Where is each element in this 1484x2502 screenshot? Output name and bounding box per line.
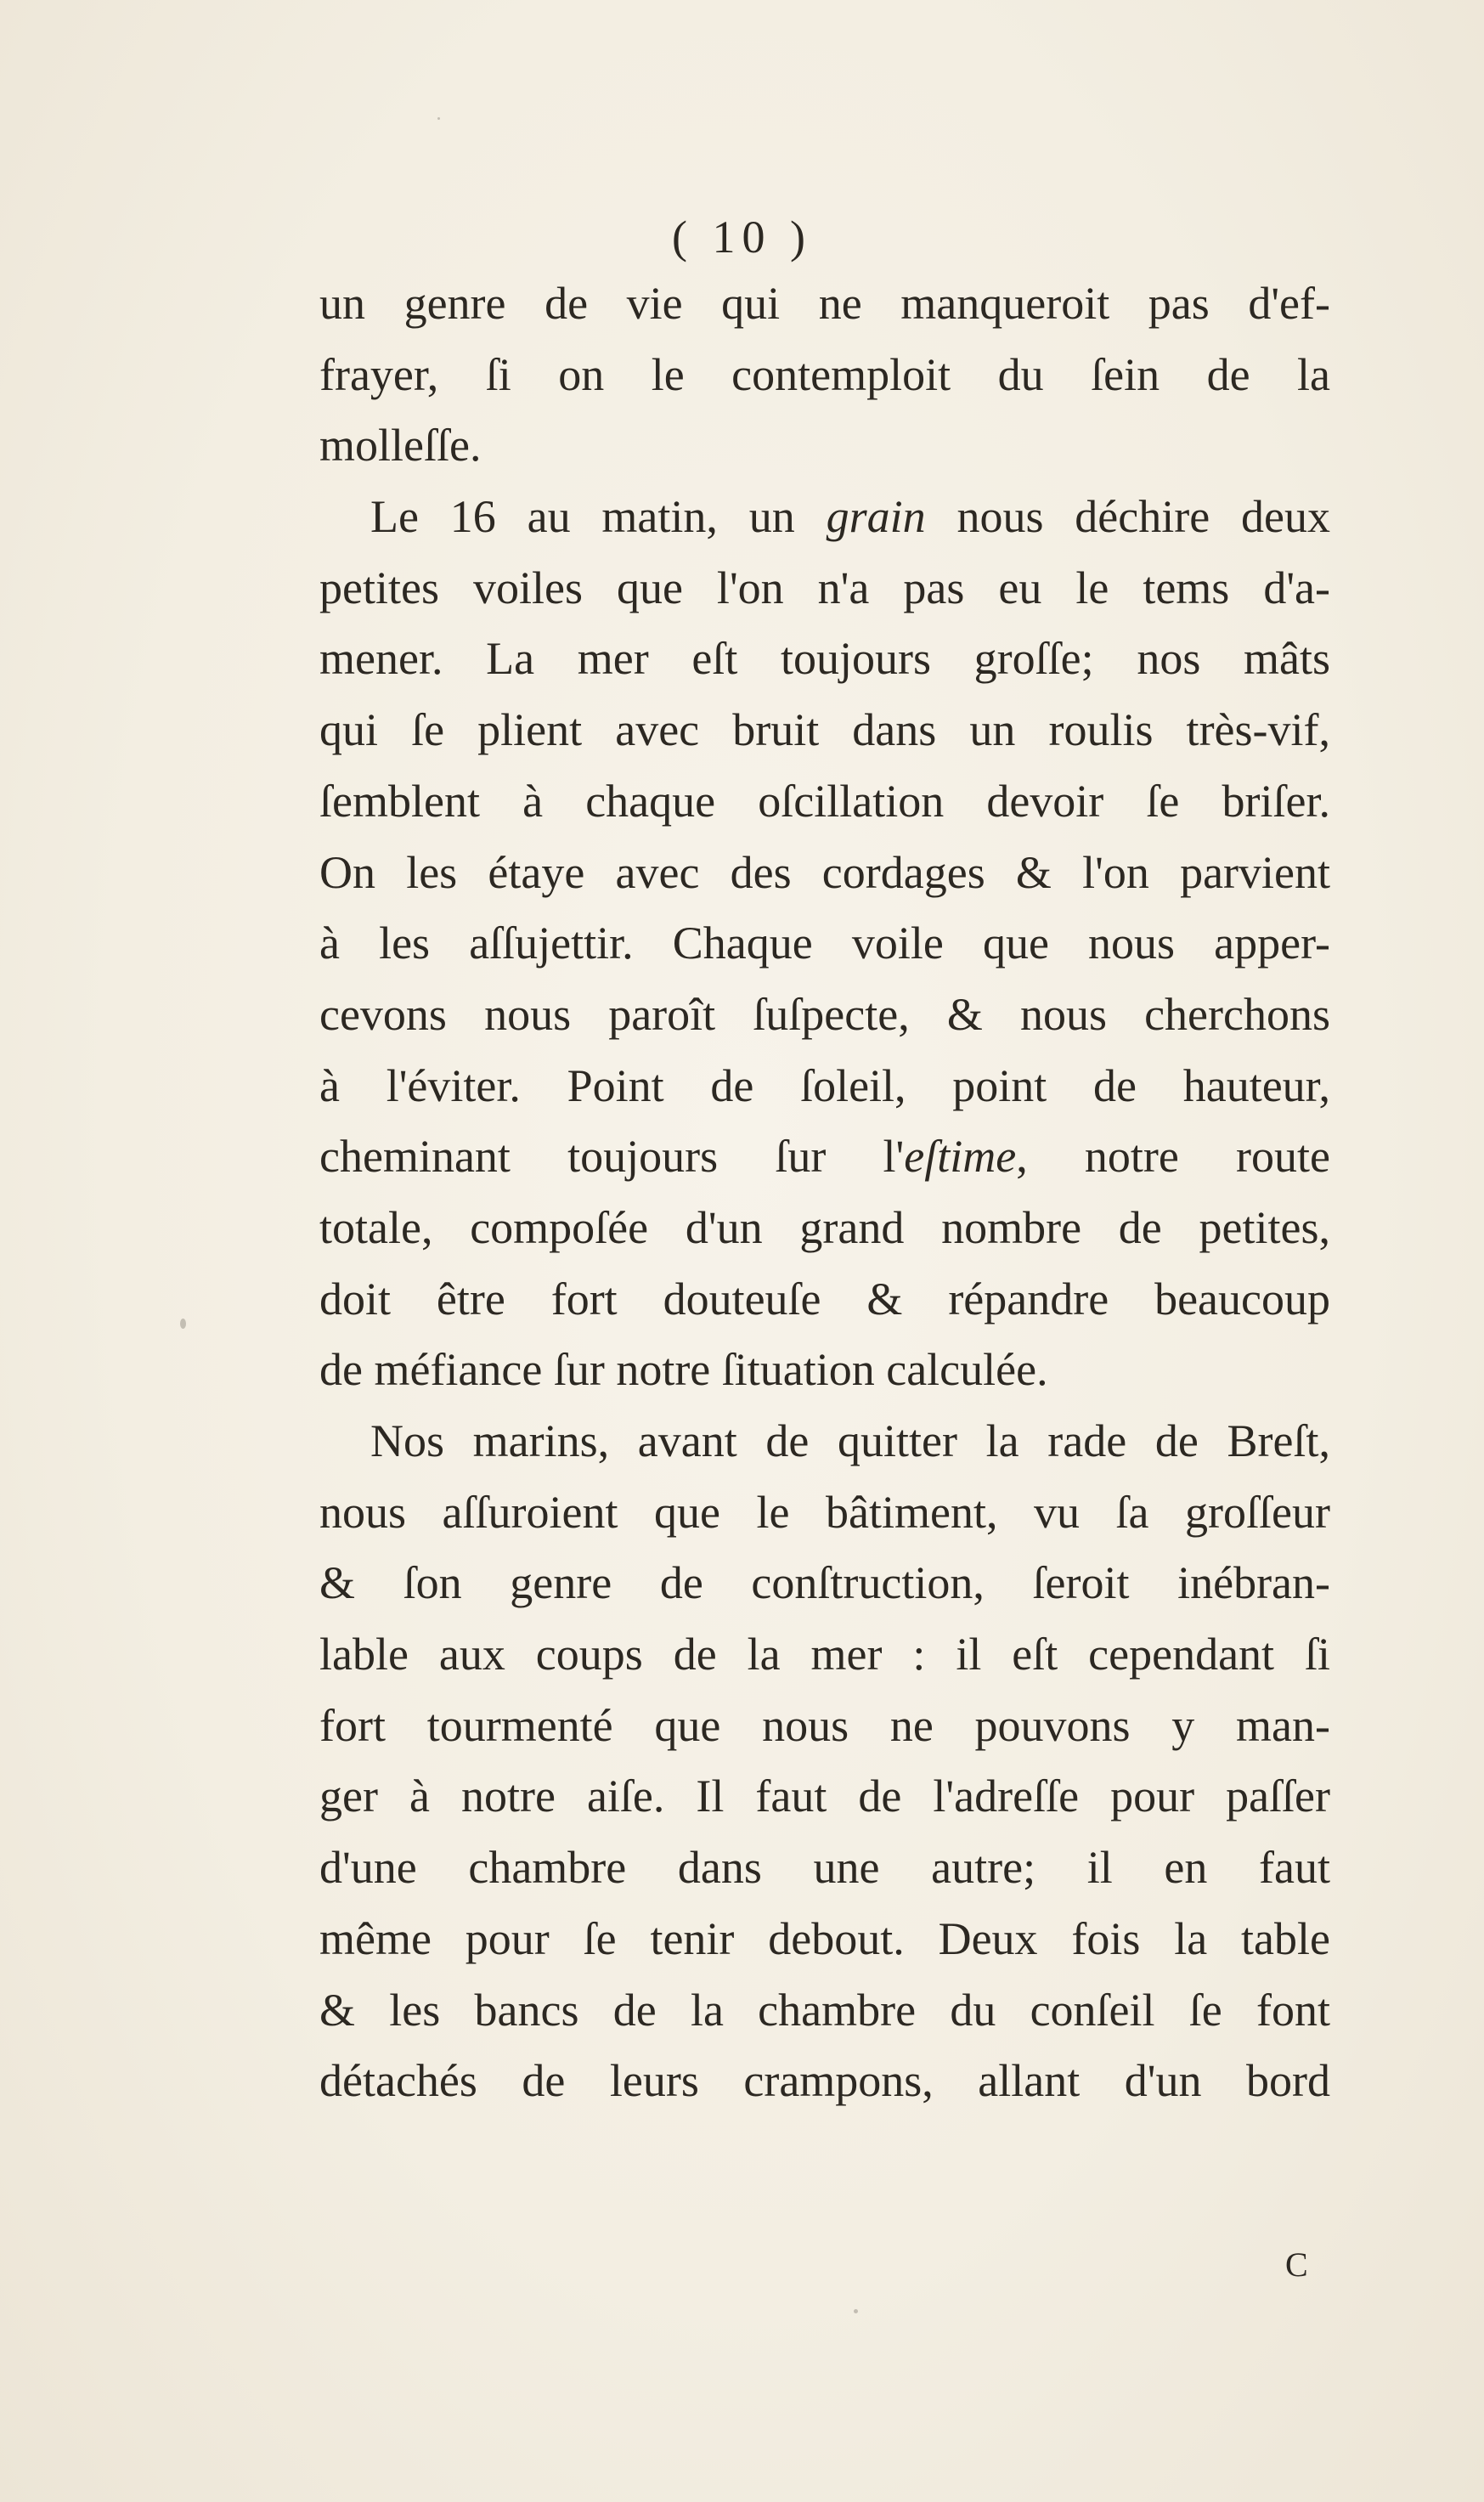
text-line: frayer, ſi on le contemploit du ſein de la xyxy=(319,348,1330,400)
italic-word: eſtime xyxy=(904,1131,1017,1183)
text-line: molleſſe. xyxy=(319,420,482,472)
page-text xyxy=(319,268,1330,2117)
text-line: ger à notre aiſe. Il faut de l'adreſſe pour paſſer xyxy=(319,1771,1330,1822)
text-line: Nos marins, avant de quitter la rade de Breſt, xyxy=(370,1415,1330,1466)
text-line: fort tourmenté que nous ne pouvons y man- xyxy=(319,1699,1330,1751)
text-line: un genre de vie qui ne manqueroit pas d'ef- xyxy=(319,278,1330,329)
text-line: & les bancs de la chambre du conſeil ſe font xyxy=(319,1984,1330,2036)
text-line: à les aſſujettir. Chaque voile que nous apper- xyxy=(319,918,1330,969)
text-line: doit être fort douteuſe & répandre beaucoup xyxy=(319,1273,1330,1324)
text-line: nous aſſuroient que le bâtiment, vu ſa groſſeur xyxy=(319,1486,1330,1538)
text-line: détachés de leurs crampons, allant d'un bord xyxy=(319,2055,1330,2107)
text-line: même pour ſe tenir debout. Deux fois la table xyxy=(319,1912,1330,1964)
text-line: ſemblent à chaque oſcillation devoir ſe briſer. xyxy=(319,775,1330,827)
paper-speck xyxy=(180,1319,186,1329)
text-line: mener. La mer eſt toujours groſſe; nos mâts xyxy=(319,633,1330,685)
text-line: lable aux coups de la mer : il eſt cependant ſi xyxy=(319,1629,1330,1680)
paper-speck xyxy=(437,117,440,120)
text-line: qui ſe plient avec bruit dans un roulis très-vif, xyxy=(319,704,1330,756)
text-line: & ſon genre de conſtruction, ſeroit inébran- xyxy=(319,1557,1330,1609)
text-line: On les étaye avec des cordages & l'on parvient xyxy=(319,846,1330,898)
text-line: Le 16 au matin, un grain nous déchire deux xyxy=(370,491,1330,543)
paper-speck xyxy=(854,2309,858,2313)
page-number: ( 10 ) xyxy=(672,212,812,263)
text-line: totale, compoſée d'un grand nombre de petites, xyxy=(319,1201,1330,1253)
text-line: à l'éviter. Point de ſoleil, point de hauteur, xyxy=(319,1059,1330,1111)
catchword: C xyxy=(1285,2245,1308,2284)
text-line: d'une chambre dans une autre; il en faut xyxy=(319,1842,1330,1894)
text-line: cevons nous paroît ſuſpecte, & nous cherchons xyxy=(319,988,1330,1040)
text-line: petites voiles que l'on n'a pas eu le tems d'a- xyxy=(319,562,1330,613)
text-line: de méfiance ſur notre ſituation calculée. xyxy=(319,1344,1048,1396)
italic-word: grain xyxy=(826,491,926,543)
text-line: cheminant toujours ſur l'eſtime, notre route xyxy=(319,1131,1330,1183)
